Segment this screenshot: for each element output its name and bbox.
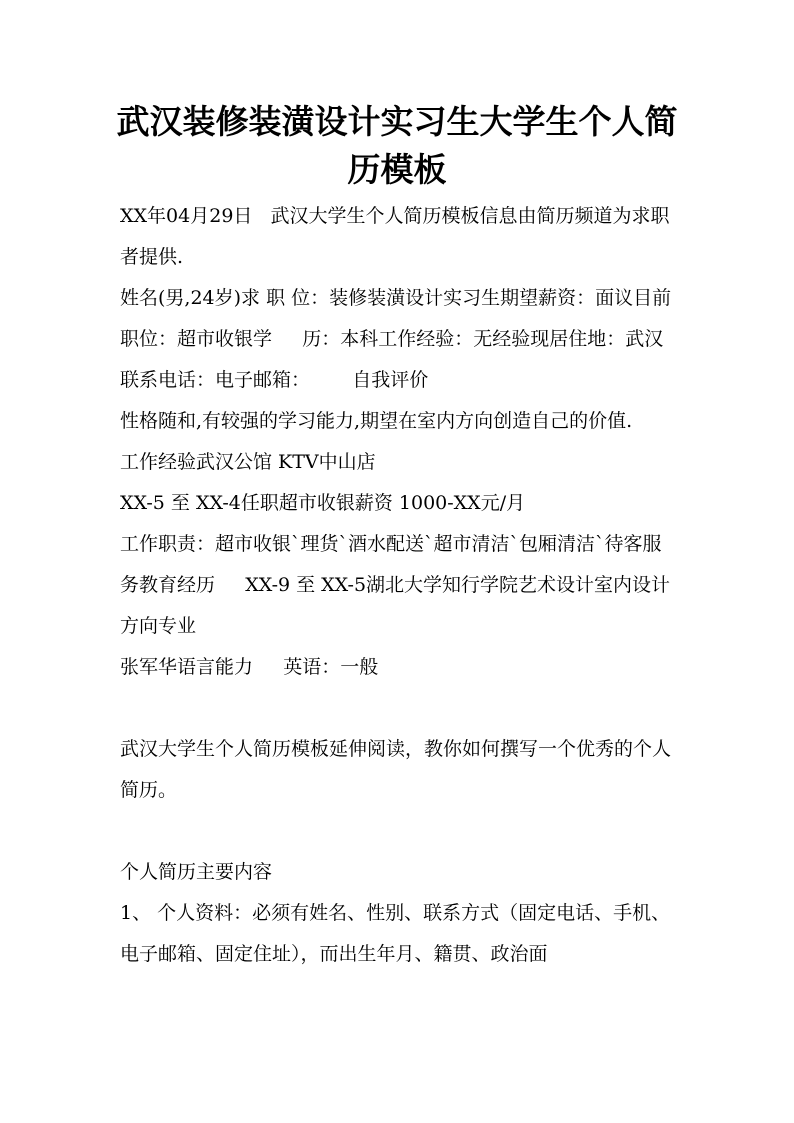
blank-line (120, 811, 680, 852)
date-intro-paragraph: XX年04月29日 武汉大学生个人简历模板信息由简历频道为求职者提供. (120, 205, 670, 268)
personal-info-paragraph: 姓名(男,24岁)求 职 位：装修装潢设计实习生期望薪资：面议目前职位：超市收银学 历：本科工作经验：无经验现居住地：武汉联系电话：电子邮箱： 自我评价 (120, 287, 672, 391)
extended-reading-paragraph: 武汉大学生个人简历模板延伸阅读，教你如何撰写一个优秀的个人简历。 (120, 738, 672, 801)
job-period-paragraph: XX-5 至 XX-4任职超市收银薪资 1000-XX元/月 (120, 492, 526, 514)
work-experience-heading: 工作经验武汉公馆 KTV中山店 (120, 451, 376, 473)
self-evaluation-paragraph: 性格随和,有较强的学习能力,期望在室内方向创造自己的价值. (120, 410, 633, 432)
personal-data-paragraph: 1、 个人资料：必须有姓名、性别、联系方式（固定电话、手机、电子邮箱、固定住址），而出生年月、籍贯、政治面 (120, 902, 671, 965)
blank-line (120, 688, 680, 729)
language-ability-paragraph: 张军华语言能力 英语：一般 (120, 656, 379, 678)
document-title: 武汉装修装潢设计实习生大学生个人简历模板 (116, 102, 678, 189)
document-body (120, 196, 680, 975)
section-heading: 个人简历主要内容 (120, 861, 273, 883)
job-duties-paragraph: 工作职责：超市收银`理货`酒水配送`超市清洁`包厢清洁`待客服务教育经历 XX-9 至 XX-5湖北大学知行学院艺术设计室内设计方向专业 (120, 533, 671, 637)
